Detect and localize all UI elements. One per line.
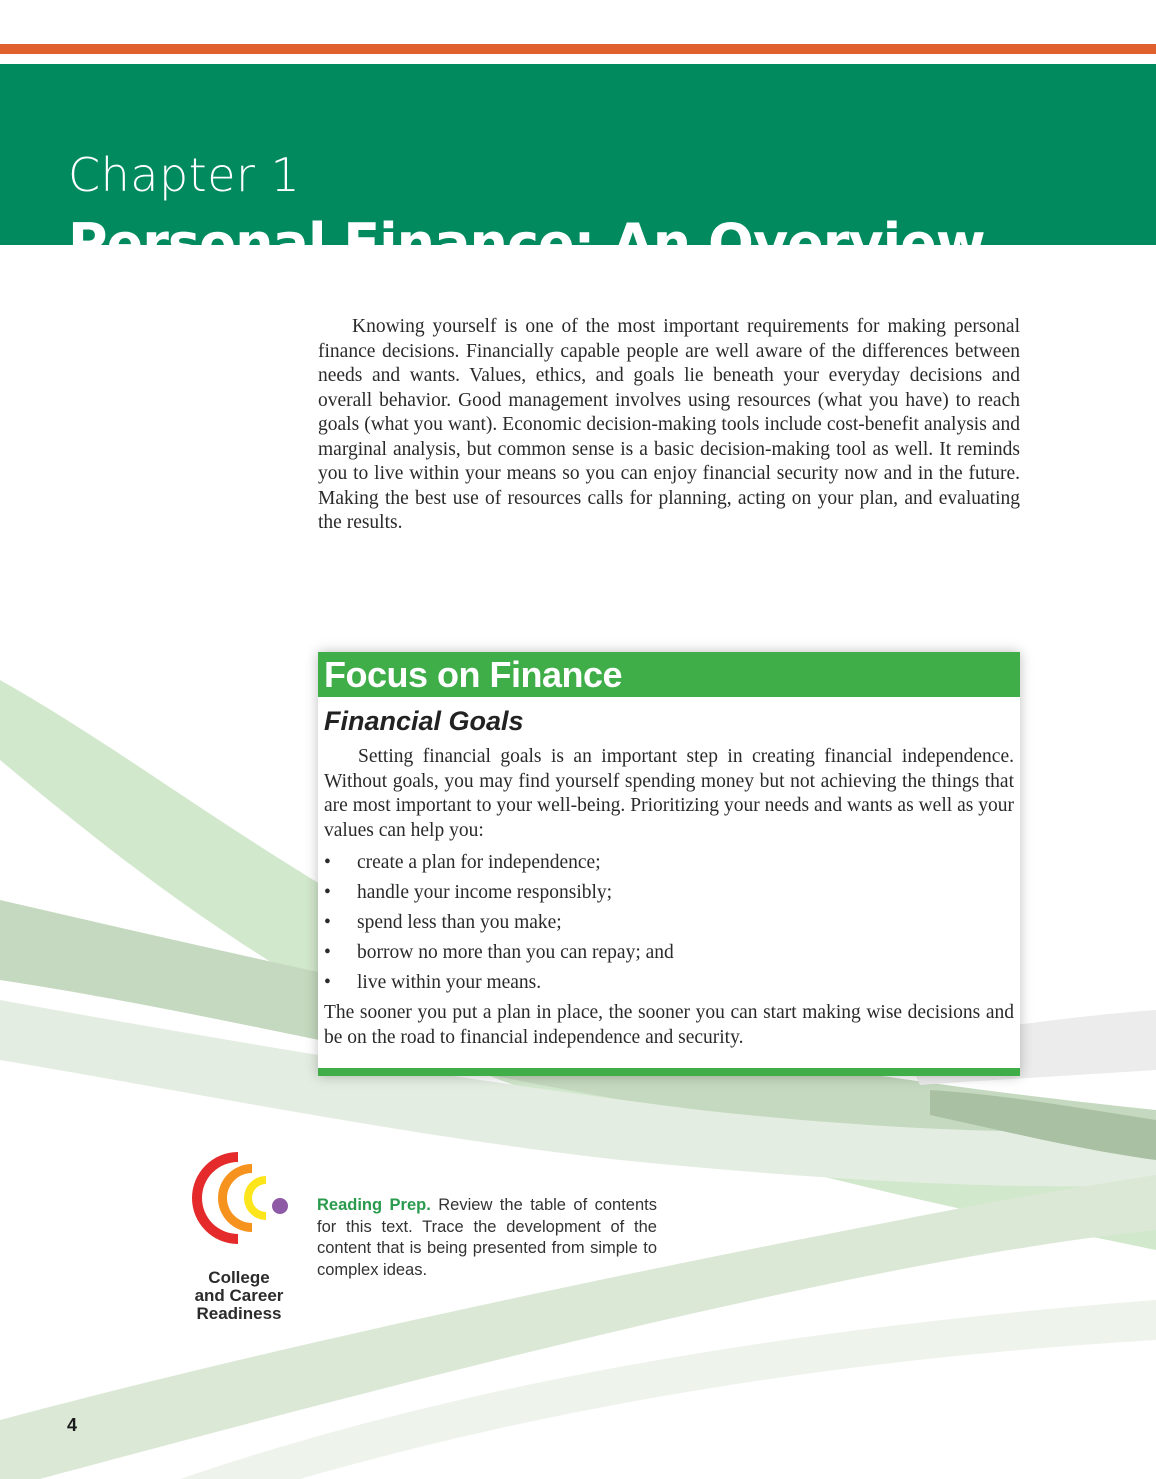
chapter-header-band <box>0 64 1156 275</box>
focus-on-finance-box <box>318 652 1020 1076</box>
list-item-text: borrow no more than you can repay; and <box>357 942 674 963</box>
list-item <box>324 938 1014 968</box>
focus-box-closing: The sooner you put a plan in place, the sooner you can start making wise decisions and be on the road to financial independence and security. <box>324 1002 1014 1048</box>
bullet-icon: • <box>324 942 331 963</box>
bullet-icon: • <box>324 882 331 903</box>
focus-box-bottom-bar <box>318 1068 1020 1076</box>
ccr-label-line: College <box>208 1268 270 1287</box>
list-item <box>324 908 1014 938</box>
bullet-icon: • <box>324 972 331 993</box>
list-item <box>324 878 1014 908</box>
focus-box-header <box>318 652 1020 697</box>
ccr-label-line: and Career <box>194 1286 284 1305</box>
bullet-icon: • <box>324 852 331 873</box>
focus-box-title: Focus on Finance <box>324 654 623 695</box>
intro-paragraph: Knowing yourself is one of the most important requirements for making personal finance decisions. Financially capable people are well aware of the differences between needs and wants. Values, ethics, and goals lie beneath your everyday decisions and overall behavior. Good management involves using resources (what you have) to reach goals (what you want). Economic decision-making tools include cost-benefit analysis and marginal analysis, but common sense is a basic decision-making tool as well. It reminds you to live within your means so you can enjoy financial security now and in the future. Making the best use of resources calls for planning, acting on your plan, and evaluating the results. <box>318 316 1020 533</box>
chapter-number: Chapter 1 <box>68 148 301 202</box>
bullet-icon: • <box>324 912 331 933</box>
reading-prep-text: Review the table of contents for this text. Trace the development of the content that is being presented from simple to complex ideas. <box>317 1196 657 1279</box>
list-item <box>324 968 1014 998</box>
list-item-text: spend less than you make; <box>357 912 562 933</box>
list-item-text: create a plan for independence; <box>357 852 601 873</box>
ccr-label-line: Readiness <box>196 1304 282 1323</box>
reading-prep-label: Reading Prep. <box>317 1196 431 1214</box>
top-orange-rule <box>0 44 1156 54</box>
college-career-readiness-logo-icon <box>186 1148 296 1248</box>
focus-box-paragraph: Setting financial goals is an important step in creating financial independence. Without goals, you may find yourself spending money but not achieving the things that are most important to your well-being. Prioritizing your needs and wants as well as your values can help you: <box>324 746 1014 841</box>
goals-bullet-list <box>324 848 1014 998</box>
page-number: 4 <box>67 1415 78 1435</box>
list-item-text: handle your income responsibly; <box>357 882 613 903</box>
reading-prep-note <box>317 1195 657 1281</box>
list-item-text: live within your means. <box>357 972 542 993</box>
focus-box-subtitle: Financial Goals <box>324 706 524 736</box>
chapter-title: Personal Finance: An Overview <box>68 212 985 275</box>
college-career-readiness-label <box>176 1269 302 1323</box>
list-item <box>324 848 1014 878</box>
